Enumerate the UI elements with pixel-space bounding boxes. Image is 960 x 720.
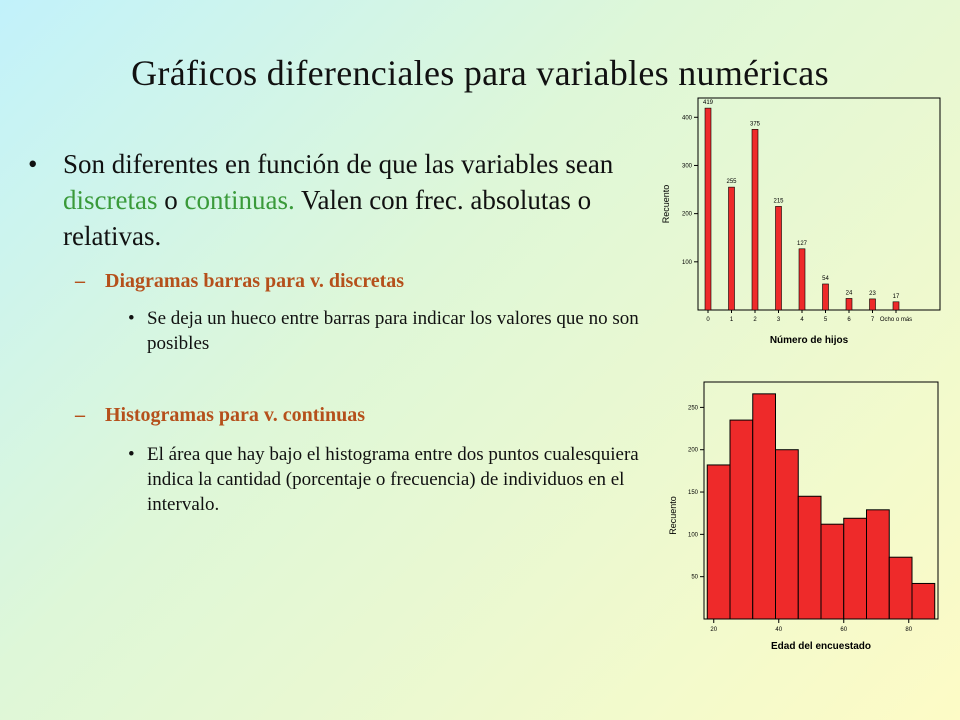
bullet-marker: • xyxy=(128,308,135,329)
word-discretas: discretas xyxy=(63,185,158,215)
slide-title: Gráficos diferenciales para variables numéricas xyxy=(131,53,829,93)
y-tick-label: 200 xyxy=(687,447,698,454)
detail-histogram-text: El área que hay bajo el histograma entre dos puntos cualesquiera indica la cantidad (porcentaje o frecuencia) de individuos en el intervalo. xyxy=(147,444,639,515)
data-label: 54 xyxy=(822,275,829,282)
data-label: 419 xyxy=(702,100,714,107)
x-tick-label: 4 xyxy=(800,317,804,323)
x-tick-label: 1 xyxy=(729,317,734,323)
data-label: 24 xyxy=(845,290,853,297)
x-tick-label: 80 xyxy=(905,627,913,633)
bar xyxy=(870,299,876,310)
data-label: 127 xyxy=(796,240,808,247)
x-axis-label: Edad del encuestado xyxy=(770,641,872,652)
x-tick-label: 2 xyxy=(753,317,757,323)
bullet-marker: • xyxy=(128,444,135,465)
histogram-bar xyxy=(776,450,799,619)
x-axis-label: Número de hijos xyxy=(769,335,849,346)
x-tick-label: Ocho o más xyxy=(879,317,913,323)
data-label: 17 xyxy=(892,293,900,300)
x-tick-label: 0 xyxy=(706,317,710,323)
data-label: 23 xyxy=(869,290,876,297)
word-o: o xyxy=(157,185,185,215)
histogram-bar xyxy=(798,496,821,619)
bar xyxy=(752,129,758,310)
y-axis-label: Recuento xyxy=(668,496,678,535)
bar xyxy=(799,249,805,310)
bullet-marker: • xyxy=(28,149,38,179)
histogram-bar xyxy=(753,394,776,619)
sub-heading-bars-text: Diagramas barras para v. discretas xyxy=(105,270,405,292)
histogram-bar xyxy=(730,420,753,619)
dash-marker: – xyxy=(75,270,85,292)
histogram-bar xyxy=(707,465,730,619)
x-tick-label: 5 xyxy=(823,317,828,323)
x-tick-label: 3 xyxy=(776,317,781,323)
y-tick-label: 150 xyxy=(687,490,698,497)
data-label: 375 xyxy=(749,121,761,128)
histogram-bar xyxy=(844,518,867,619)
y-tick-label: 100 xyxy=(687,532,698,539)
y-tick-label: 400 xyxy=(681,115,692,122)
bar xyxy=(705,108,711,310)
bar xyxy=(823,284,829,310)
bar xyxy=(846,298,852,310)
histogram-bar xyxy=(867,510,890,619)
y-tick-label: 250 xyxy=(687,405,698,412)
bar xyxy=(776,206,782,310)
detail-bars-text: Se deja un hueco entre barras para indicar los valores que no son posibles xyxy=(147,308,639,354)
histogram-edad xyxy=(660,375,950,660)
x-tick-label: 60 xyxy=(840,627,848,633)
x-tick-label: 20 xyxy=(710,627,718,633)
y-tick-label: 200 xyxy=(681,211,692,218)
histogram-bar xyxy=(912,583,935,619)
data-label: 255 xyxy=(726,179,737,186)
main-bullet-part1: Son diferentes en función de que las variables sean xyxy=(63,149,614,179)
x-tick-label: 7 xyxy=(870,317,875,323)
main-bullet-text xyxy=(63,146,663,254)
word-continuas: continuas. xyxy=(184,185,295,215)
main-bullet-part2: Valen con frec. absolutas o relativas. xyxy=(63,185,592,251)
data-label: 215 xyxy=(773,198,784,205)
bar xyxy=(893,302,899,310)
y-tick-label: 50 xyxy=(691,574,698,581)
y-tick-label: 300 xyxy=(681,163,692,170)
bar-chart-hijos xyxy=(660,92,950,362)
x-tick-label: 40 xyxy=(775,627,783,633)
sub-heading-histogram-text: Histogramas para v. continuas xyxy=(105,404,366,426)
bar xyxy=(729,187,735,310)
dash-marker: – xyxy=(75,404,85,426)
y-tick-label: 100 xyxy=(681,259,692,266)
y-axis-label: Recuento xyxy=(661,184,671,224)
histogram-bar xyxy=(889,557,912,619)
histogram-bar xyxy=(821,524,844,619)
x-tick-label: 6 xyxy=(847,317,851,323)
